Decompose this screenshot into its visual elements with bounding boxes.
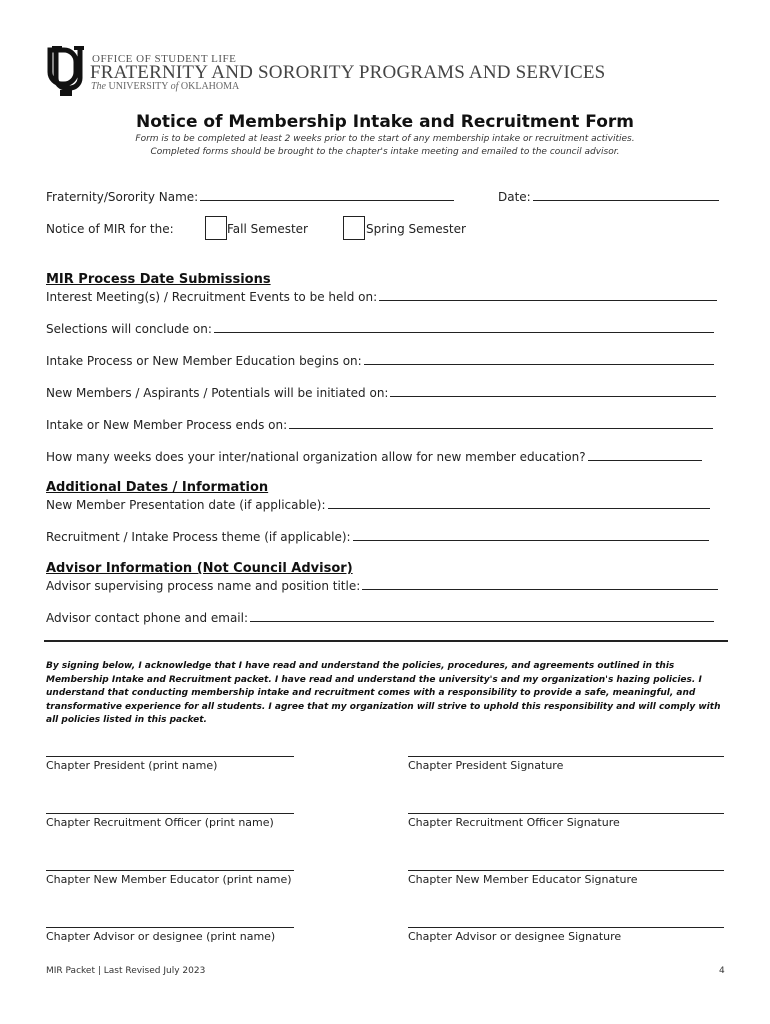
university-of: of [170, 81, 179, 92]
additional-section-heading: Additional Dates / Information [46, 480, 269, 495]
president-signature-label: Chapter President Signature [408, 759, 564, 772]
recruitment-officer-signature-label: Chapter Recruitment Officer Signature [408, 816, 620, 829]
university-prefix: The [91, 81, 106, 92]
advisor-section-heading: Advisor Information (Not Council Advisor) [46, 561, 353, 576]
university-mid: UNIVERSITY [108, 81, 169, 92]
intake-begins-label: Intake Process or New Member Education begins on: [46, 354, 362, 368]
acknowledgement-text: By signing below, I acknowledge that I have read and understand the policies, procedures, and agreements outlined in this Membership Intake and Recruitment packet. I have read and understand the university's and my organization's hazing policies. I understand that conducting membership intake and recruitment comes with a responsibility to provide a safe, meaningful, and transformative experience for all students. I agree that my organization will strive to uphold this responsibility and will comply with all policies listed in this packet. [46, 661, 721, 725]
mir-semester-label: Notice of MIR for the: [46, 222, 174, 236]
section-divider [44, 640, 728, 642]
presentation-date-label: New Member Presentation date (if applicable): [46, 498, 326, 512]
advisor-name-line[interactable] [362, 579, 718, 590]
advisor-print-line[interactable] [46, 927, 294, 928]
fall-semester-label: Fall Semester [227, 222, 308, 236]
form-subtitle-1: Form is to be completed at least 2 weeks prior to the start of any membership intake or recruitment activities. [135, 134, 635, 144]
recruitment-officer-signature-line[interactable] [408, 813, 724, 814]
intake-begins-field[interactable] [46, 354, 714, 368]
advisor-print-label: Chapter Advisor or designee (print name) [46, 930, 276, 943]
selections-field[interactable] [46, 322, 714, 336]
initiated-line[interactable] [390, 386, 716, 397]
initiated-field[interactable] [46, 386, 716, 400]
org-name-label: Fraternity/Sorority Name: [46, 190, 199, 204]
process-ends-field[interactable] [46, 418, 713, 432]
department-name: FRATERNITY AND SORORITY PROGRAMS AND SERVICES [90, 62, 606, 83]
date-line[interactable] [533, 190, 719, 201]
educator-print-line[interactable] [46, 870, 294, 871]
form-title: Notice of Membership Intake and Recruitment Form [136, 112, 634, 132]
educator-print-label: Chapter New Member Educator (print name) [46, 873, 292, 886]
president-signature-line[interactable] [408, 756, 724, 757]
org-name-line[interactable] [200, 190, 454, 201]
fall-semester-checkbox[interactable] [205, 216, 227, 240]
weeks-allowed-field[interactable] [46, 450, 702, 464]
theme-line[interactable] [353, 530, 709, 541]
footer-revision: MIR Packet | Last Revised July 2023 [46, 966, 206, 976]
weeks-allowed-label: How many weeks does your inter/national organization allow for new member education? [46, 450, 586, 464]
advisor-signature-label: Chapter Advisor or designee Signature [408, 930, 622, 943]
advisor-contact-field[interactable] [46, 611, 714, 625]
presentation-date-field[interactable] [46, 498, 710, 512]
intake-begins-line[interactable] [364, 354, 714, 365]
advisor-signature-line[interactable] [408, 927, 724, 928]
advisor-name-label: Advisor supervising process name and position title: [46, 579, 361, 593]
selections-label: Selections will conclude on: [46, 322, 212, 336]
advisor-name-field[interactable] [46, 579, 718, 593]
recruitment-officer-print-line[interactable] [46, 813, 294, 814]
weeks-allowed-line[interactable] [588, 450, 702, 461]
advisor-contact-line[interactable] [250, 611, 714, 622]
interest-meeting-field[interactable] [46, 290, 717, 304]
ou-logo-icon [46, 46, 84, 98]
educator-signature-line[interactable] [408, 870, 724, 871]
process-ends-label: Intake or New Member Process ends on: [46, 418, 288, 432]
theme-field[interactable] [46, 530, 709, 544]
org-name-field[interactable] [46, 190, 454, 204]
interest-meeting-label: Interest Meeting(s) / Recruitment Events to be held on: [46, 290, 378, 304]
date-field[interactable] [498, 190, 719, 204]
date-label: Date: [498, 190, 531, 204]
theme-label: Recruitment / Intake Process theme (if applicable): [46, 530, 351, 544]
advisor-contact-label: Advisor contact phone and email: [46, 611, 249, 625]
recruitment-officer-print-label: Chapter Recruitment Officer (print name) [46, 816, 274, 829]
mir-section-heading: MIR Process Date Submissions [46, 272, 271, 287]
process-ends-line[interactable] [289, 418, 713, 429]
page-number: 4 [719, 966, 725, 976]
educator-signature-label: Chapter New Member Educator Signature [408, 873, 638, 886]
university-state: OKLAHOMA [180, 81, 240, 92]
selections-line[interactable] [214, 322, 714, 333]
president-print-line[interactable] [46, 756, 294, 757]
presentation-date-line[interactable] [328, 498, 710, 509]
interest-meeting-line[interactable] [379, 290, 717, 301]
office-name: OFFICE OF STUDENT LIFE [92, 53, 237, 65]
president-print-label: Chapter President (print name) [46, 759, 218, 772]
form-subtitle-2: Completed forms should be brought to the chapter's intake meeting and emailed to the council advisor. [150, 147, 620, 157]
university-name [91, 81, 239, 92]
spring-semester-checkbox[interactable] [343, 216, 365, 240]
initiated-label: New Members / Aspirants / Potentials will be initiated on: [46, 386, 389, 400]
spring-semester-label: Spring Semester [366, 222, 466, 236]
